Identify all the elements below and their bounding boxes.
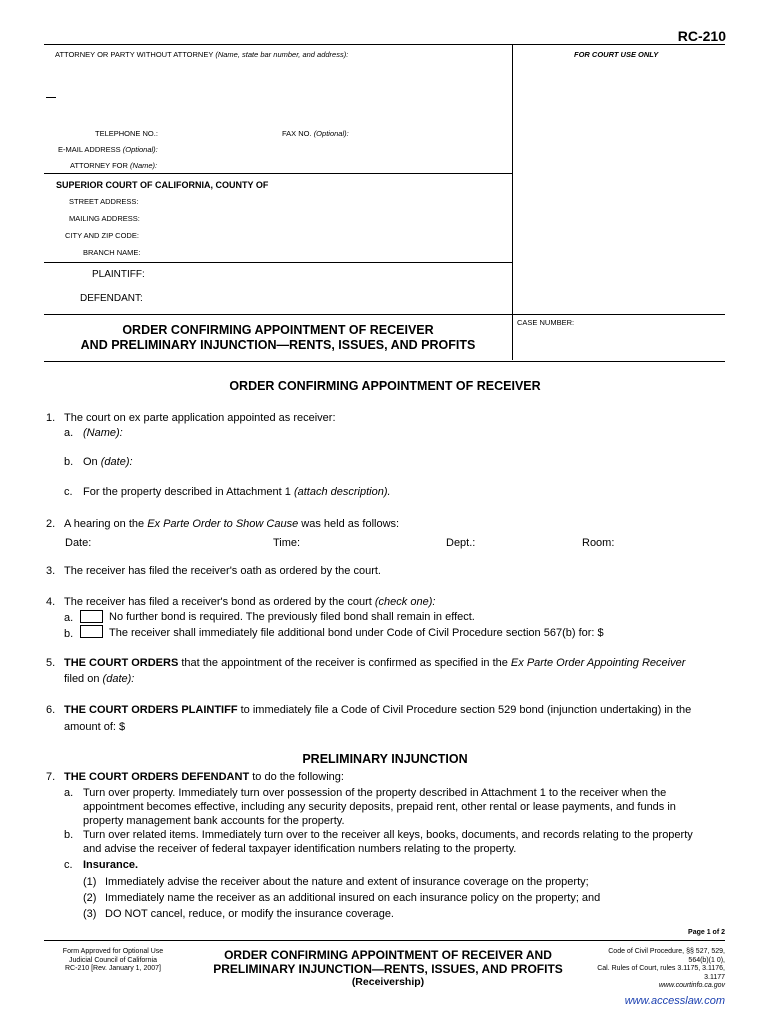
- city-zip-label: CITY AND ZIP CODE:: [65, 231, 139, 240]
- court-use-label: FOR COURT USE ONLY: [574, 50, 659, 59]
- court-name-label: SUPERIOR COURT OF CALIFORNIA, COUNTY OF: [56, 180, 269, 190]
- footer-title: [196, 948, 580, 976]
- item7-number: 7.: [46, 771, 56, 783]
- item6-number: 6.: [46, 704, 56, 716]
- item7c1-text: Immediately advise the receiver about the nature and extent of insurance coverage on the property;: [105, 876, 589, 888]
- telephone-label: TELEPHONE NO.:: [95, 129, 158, 138]
- item4b-text: The receiver shall immediately file additional bond under Code of Civil Procedure section 567(b) for: $: [109, 627, 604, 639]
- footer-right-line2: 564(b)(1 0),: [688, 956, 725, 964]
- footer-left-line3: RC-210 [Rev. January 1, 2007]: [65, 965, 161, 972]
- item4b-letter: b.: [64, 628, 74, 640]
- item1-number: 1.: [46, 412, 56, 424]
- hearing-time-label: Time:: [273, 537, 301, 549]
- hearing-dept-label: Dept.:: [446, 537, 476, 549]
- street-address-label: STREET ADDRESS:: [69, 197, 139, 206]
- item4b-checkbox[interactable]: [80, 625, 103, 638]
- item5-line2: filed on (date):: [64, 673, 135, 685]
- form-id: RC-210: [677, 28, 726, 44]
- item7c3-text: DO NOT cancel, reduce, or modify the insurance coverage.: [105, 908, 394, 920]
- item6-line2: amount of: $: [64, 721, 126, 733]
- item1c-letter: c.: [64, 486, 73, 498]
- item7c-letter: c.: [64, 859, 73, 871]
- item7c3-number: (3): [83, 908, 97, 920]
- footer-title-line1: ORDER CONFIRMING APPOINTMENT OF RECEIVER AND: [224, 948, 552, 962]
- item7a-line1: Turn over property. Immediately turn over possession of the property described in Attachment 1 to the receiver when the: [83, 787, 667, 799]
- mailing-address-label: MAILING ADDRESS:: [69, 214, 140, 223]
- item6-text: THE COURT ORDERS PLAINTIFF to immediately file a Code of Civil Procedure section 529 bond (injunction undertaking) in the: [64, 704, 692, 716]
- item7a-letter: a.: [64, 787, 74, 799]
- item1b-text: On (date):: [83, 456, 133, 468]
- item3-number: 3.: [46, 565, 56, 577]
- footer-form-approval: [48, 948, 178, 974]
- footer-title-line2: PRELIMINARY INJUNCTION—RENTS, ISSUES, AND PROFITS: [213, 962, 563, 976]
- item7b-line1: Turn over related items. Immediately turn over to the receiver all keys, books, documents, and records relating to the property: [83, 829, 693, 841]
- fax-label: FAX NO. (Optional):: [282, 129, 349, 138]
- hearing-date-label: Date:: [65, 537, 92, 549]
- form-title-line2: AND PRELIMINARY INJUNCTION—RENTS, ISSUES, AND PROFITS: [80, 338, 476, 352]
- form-title-line1: ORDER CONFIRMING APPOINTMENT OF RECEIVER: [122, 323, 434, 337]
- footer-courtinfo-link[interactable]: www.courtinfo.ca.gov: [658, 982, 725, 989]
- footer-accesslaw-link[interactable]: www.accesslaw.com: [624, 995, 725, 1007]
- hearing-room-label: Room:: [582, 537, 615, 549]
- case-number-label: CASE NUMBER:: [517, 318, 575, 327]
- item7-text: THE COURT ORDERS DEFENDANT to do the following:: [64, 771, 344, 783]
- footer-citations: [555, 948, 725, 991]
- footer-right-line1: Code of Civil Procedure, §§ 527, 529,: [608, 948, 725, 955]
- email-label: E-MAIL ADDRESS (Optional):: [58, 145, 158, 154]
- item4a-checkbox[interactable]: [80, 610, 103, 623]
- page-number: Page 1 of 2: [688, 929, 725, 936]
- branch-name-label: BRANCH NAME:: [83, 248, 141, 257]
- address-stub-line: [46, 97, 56, 98]
- item1-text: The court on ex parte application appointed as receiver:: [64, 412, 336, 424]
- divider-title: [44, 314, 725, 315]
- item4-number: 4.: [46, 596, 56, 608]
- footer-divider: [44, 940, 725, 941]
- item5-number: 5.: [46, 657, 56, 669]
- item5-text: THE COURT ORDERS that the appointment of the receiver is confirmed as specified in the Ex Parte Order Appointing Receiver: [64, 657, 686, 669]
- item7a-line2: appointment becomes effective, including any security deposits, prepaid rent, other rental or lease payments, and funds in: [83, 801, 676, 813]
- item4-text: The receiver has filed a receiver's bond as ordered by the court (check one):: [64, 596, 436, 608]
- item7b-line2: and advise the receiver of federal taxpayer identification numbers relating to the property.: [83, 843, 517, 855]
- attorney-label: ATTORNEY OR PARTY WITHOUT ATTORNEY (Name, state bar number, and address):: [55, 50, 349, 59]
- item2-text: A hearing on the Ex Parte Order to Show Cause was held as follows:: [64, 518, 400, 530]
- item1a-text: (Name):: [83, 427, 123, 439]
- item7c2-number: (2): [83, 892, 97, 904]
- item4a-letter: a.: [64, 612, 74, 624]
- item7b-letter: b.: [64, 829, 74, 841]
- item7c-title: Insurance.: [83, 859, 139, 871]
- footer-subtitle: (Receivership): [351, 976, 425, 988]
- item7a-line3: property management bank accounts for the property.: [83, 815, 345, 827]
- caption-vertical-divider: [512, 44, 513, 360]
- item1b-letter: b.: [64, 456, 74, 468]
- footer-right-line3: Cal. Rules of Court, rules 3.1175, 3.1176,: [597, 965, 725, 972]
- attorney-for-label: ATTORNEY FOR (Name):: [70, 161, 158, 170]
- section-title-order: ORDER CONFIRMING APPOINTMENT OF RECEIVER: [229, 379, 541, 393]
- defendant-label: DEFENDANT:: [80, 293, 143, 304]
- footer-left-line1: Form Approved for Optional Use: [62, 948, 164, 955]
- item7c1-number: (1): [83, 876, 97, 888]
- footer-left-line2: Judicial Council of California: [69, 956, 157, 964]
- item2-number: 2.: [46, 518, 56, 530]
- divider-court: [44, 173, 512, 174]
- item1a-letter: a.: [64, 427, 74, 439]
- item1c-text: For the property described in Attachment 1 (attach description).: [83, 486, 391, 498]
- plaintiff-label: PLAINTIFF:: [92, 269, 145, 280]
- divider-parties: [44, 262, 512, 263]
- footer-right-line4: 3.1177: [704, 973, 725, 981]
- item3-text: The receiver has filed the receiver's oath as ordered by the court.: [64, 565, 381, 577]
- item4a-text: No further bond is required. The previously filed bond shall remain in effect.: [109, 611, 475, 623]
- item7c2-text: Immediately name the receiver as an additional insured on each insurance policy on the property; and: [105, 892, 601, 904]
- section-title-injunction: PRELIMINARY INJUNCTION: [302, 752, 468, 766]
